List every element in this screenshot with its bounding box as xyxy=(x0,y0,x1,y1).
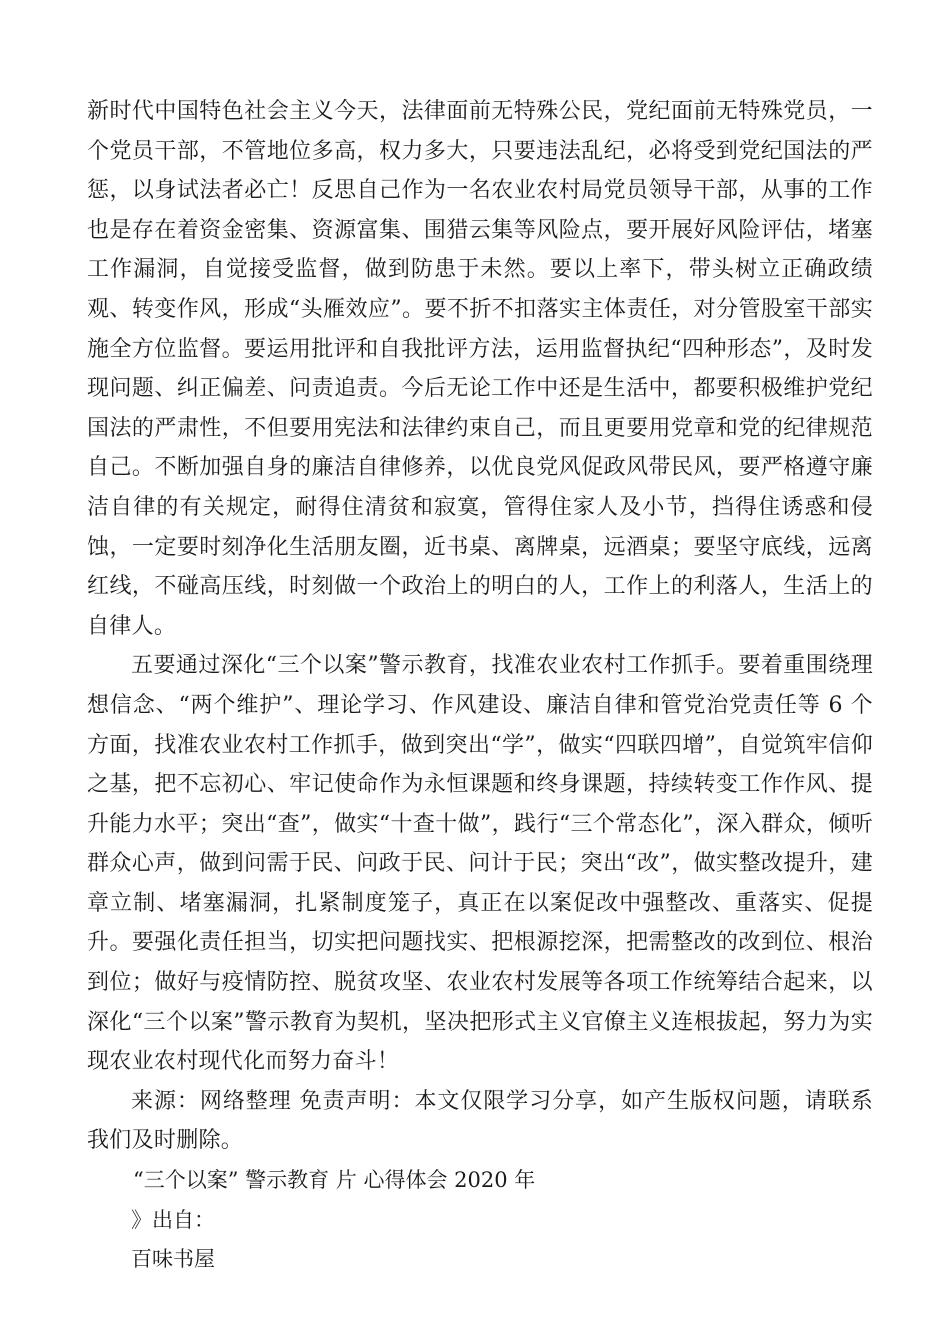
body-paragraph-1: 新时代中国特色社会主义今天，法律面前无特殊公民，党纪面前无特殊党员，一个党员干部，不管地位多高，权力多大，只要违法乱纪，必将受到党纪国法的严惩，以身试法者必亡！反思自己作为一名农业农村局党员领导干部，从事的工作也是存在着资金密集、资源富集、围猎云集等风险点，要开展好风险评估，堵塞工作漏洞，自觉接受监督，做到防患于未然。要以上率下，带头树立正确政绩观、转变作风，形成“头雁效应”。要不折不扣落实主体责任，对分管股室干部实施全方位监督。要运用批评和自我批评方法，运用监督执纪“四种形态”，及时发现问题、纠正偏差、问责追责。今后无论工作中还是生活中，都要积极维护党纪国法的严肃性，不但要用宪法和法律约束自己，而且更要用党章和党的纪律规范自己。不断加强自身的廉洁自律修养，以优良党风促政风带民风，要严格遵守廉洁自律的有关规定，耐得住清贫和寂寞，管得住家人及小节，挡得住诱惑和侵蚀，一定要时刻净化生活朋友圈，近书桌、离牌桌，远酒桌；要坚守底线，远离红线，不碰高压线，时刻做一个政治上的明白的人，工作上的利落人，生活上的自律人。 xyxy=(87,99,873,639)
footer-source-line: 》出自： xyxy=(131,1207,215,1232)
footer-title-line: “三个以案” 警示教育 片 心得体会 2020 年 xyxy=(133,1168,536,1193)
document-page xyxy=(87,92,873,1280)
disclaimer-paragraph: 来源：网络整理 免责声明：本文仅限学习分享，如产生版权问题，请联系我们及时删除。 xyxy=(87,1088,873,1154)
body-paragraph-2: 五要通过深化“三个以案”警示教育，找准农业农村工作抓手。要着重围绕理想信念、“两个维护”、理论学习、作风建设、廉洁自律和管党治党责任等 6 个方面，找准农业农村工作抓手，做到突出“学”，做实“四联四增”，自觉筑牢信仰之基，把不忘初心、牢记使命作为永恒课题和终身课题，持续转变工作作风、提升能力水平；突出“查”，做实“十查十做”，践行“三个常态化”，深入群众，倾听群众心声，做到问需于民、问政于民、问计于民；突出“改”，做实整改提升，建章立制、堵塞漏洞，扎紧制度笼子，真正在以案促改中强整改、重落实、促提升。要强化责任担当，切实把问题找实、把根源挖深，把需整改的改到位、根治到位；做好与疫情防控、脱贫攻坚、农业农村发展等各项工作统筹结合起来，以深化“三个以案”警示教育为契机，坚决把形式主义官僚主义连根拔起，努力为实现农业农村现代化而努力奋斗！ xyxy=(87,653,873,1075)
footer-publisher: 百味书屋 xyxy=(131,1247,215,1272)
